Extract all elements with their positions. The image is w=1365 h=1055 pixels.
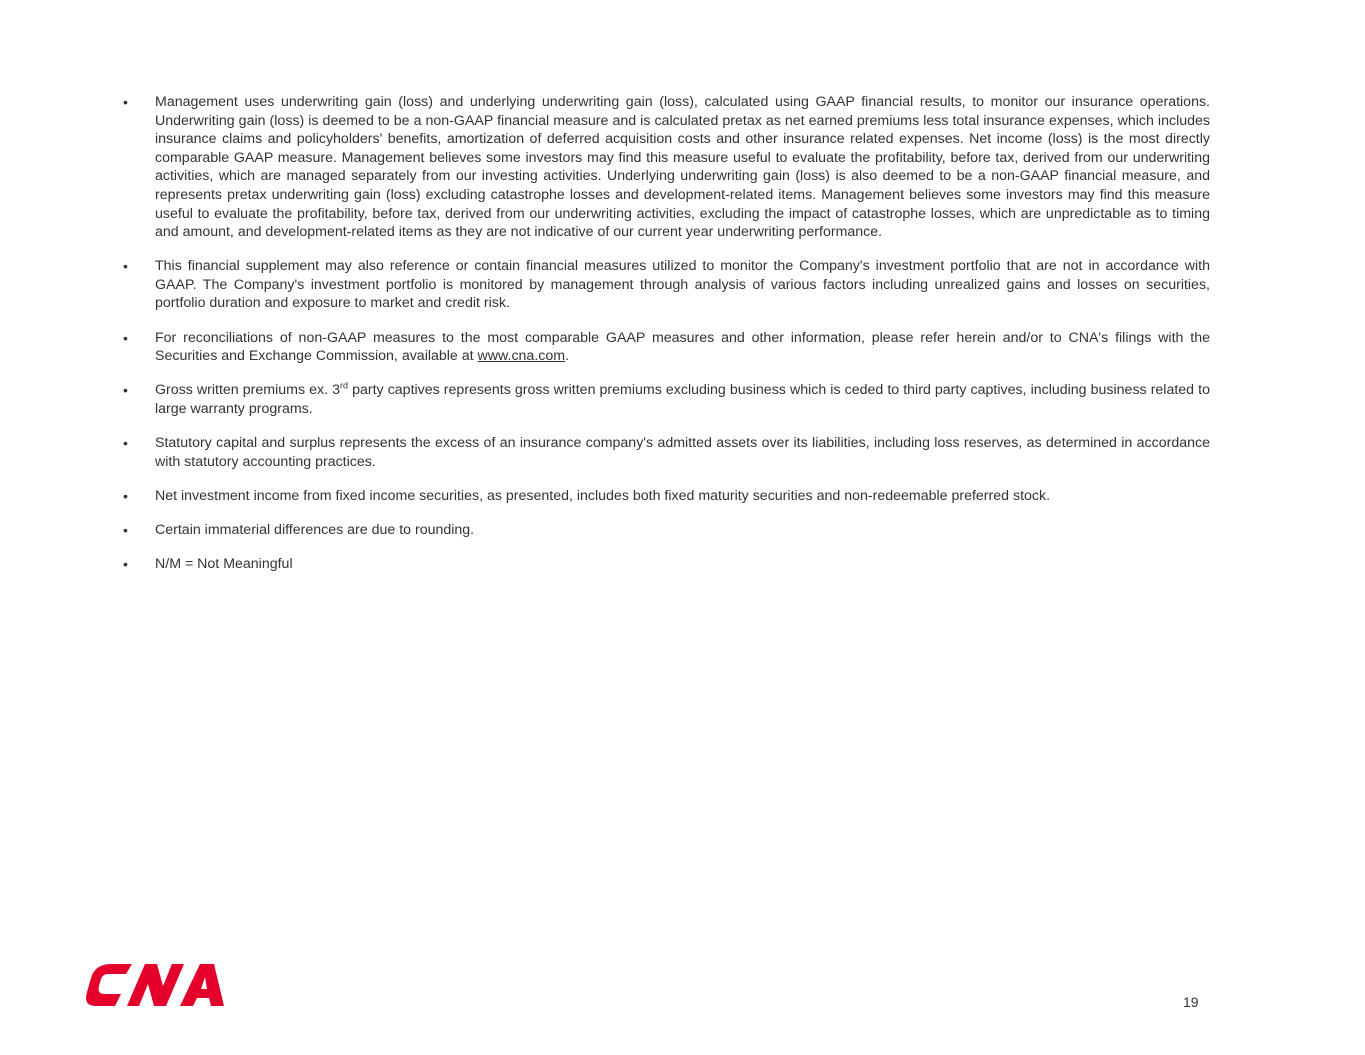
note-statutory-capital	[121, 434, 1210, 471]
note-underwriting-gain	[121, 93, 1210, 242]
bullet-icon: •	[123, 258, 128, 275]
note-reconciliations	[121, 329, 1210, 366]
logo-letter-a	[180, 964, 224, 1006]
logo-letter-n	[127, 964, 184, 1006]
bullet-icon: •	[123, 329, 128, 346]
note-gross-written-premiums	[121, 381, 1210, 418]
logo-mark	[86, 964, 224, 1006]
note-net-investment-income	[121, 487, 1210, 506]
logo-letter-c	[86, 964, 132, 1006]
note-text: Statutory capital and surplus represents the excess of an insurance company's admitted assets over its liabilities, including loss reserves, as determined in accordance with statutory accounting practices.	[155, 434, 1210, 470]
note-text: N/M = Not Meaningful	[155, 555, 293, 572]
note-text: Management uses underwriting gain (loss) and underlying underwriting gain (loss), calculated using GAAP financial results, to monitor our insurance operations. Underwriting gain (loss) is deemed to be a non-GAAP financial measure and is calculated pretax as net earned premiums less total insurance expenses, which includes insurance claims and policyholders' benefits, amortization of deferred acquisition costs and other insurance related expenses. Net income (loss) is the most directly comparable GAAP measure. Management believes some investors may find this measure useful to evaluate the profitability, before tax, derived from our underwriting activities, which are managed separately from our investing activities. Underlying underwriting gain (loss) is also deemed to be a non-GAAP financial measure, and represents pretax underwriting gain (loss) excluding catastrophe losses and development-related items. Management believes some investors may find this measure useful to evaluate the profitability, before tax, derived from our underwriting activities, excluding the impact of catastrophe losses, which are unpredictable as to timing and amount, and development-related items as they are not indicative of our current year underwriting performance.	[155, 94, 1210, 241]
note-investment-portfolio	[121, 257, 1210, 313]
page-number: 19	[1183, 994, 1199, 1010]
note-text: Net investment income from fixed income securities, as presented, includes both fixed maturity securities and non-redeemable preferred stock.	[155, 487, 1051, 504]
ordinal-superscript: rd	[340, 380, 349, 391]
cna-logo	[86, 964, 224, 1008]
cna-website-link[interactable]: www.cna.com	[477, 348, 566, 365]
bullet-icon: •	[123, 94, 128, 110]
notes-list	[121, 93, 1210, 589]
note-text: party captives represents gross written premiums excluding business which is ceded to third party captives, including business related to large warranty programs.	[155, 382, 1210, 417]
note-text: This financial supplement may also reference or contain financial measures utilized to monitor the Company's investment portfolio that are not in accordance with GAAP. The Company's investment portfolio is monitored by management through analysis of various factors including unrealized gains and losses on securities, portfolio duration and exposure to market and credit risk.	[155, 258, 1210, 312]
bullet-icon: •	[123, 487, 128, 504]
note-text: Certain immaterial differences are due to rounding.	[155, 521, 475, 538]
bullet-icon: •	[123, 555, 128, 572]
note-text: Gross written premiums ex. 3	[155, 382, 340, 399]
note-rounding	[121, 521, 1210, 540]
bullet-icon: •	[123, 521, 128, 538]
note-text: For reconciliations of non-GAAP measures to the most comparable GAAP measures and other information, please refer herein and/or to CNA's filings with the Securities and Exchange Commission, available at	[155, 329, 1210, 365]
note-not-meaningful	[121, 555, 1210, 574]
bullet-icon: •	[123, 382, 128, 399]
bullet-icon: •	[123, 434, 128, 451]
note-text: .	[565, 348, 570, 365]
